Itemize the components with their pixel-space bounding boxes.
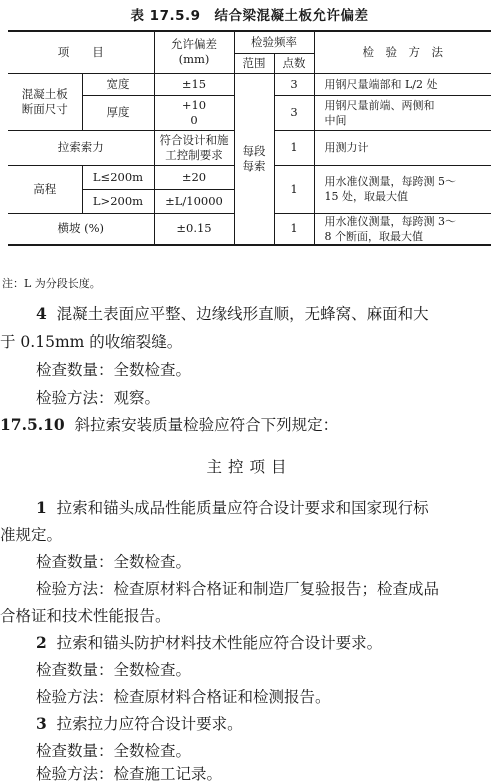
elevation-method xyxy=(314,165,491,213)
section-line2: 断面尺寸 xyxy=(21,101,68,116)
header-tolerance xyxy=(154,31,234,73)
item-3-line1 xyxy=(36,714,243,734)
cable-points: 1 xyxy=(274,130,314,165)
elevation-points: 1 xyxy=(274,165,314,213)
clause-text: 斜拉索安装质量检验应符合下列规定： xyxy=(74,416,339,434)
header-points: 点数 xyxy=(274,53,314,73)
paragraph-4-line1 xyxy=(36,304,429,324)
item-text: 拉索拉力应符合设计要求。 xyxy=(56,715,243,733)
cable-method: 用测力计 xyxy=(314,130,491,165)
section-size-label xyxy=(8,73,82,130)
header-tolerance-line2: (mm) xyxy=(178,52,210,67)
thickness-tolerance xyxy=(154,95,234,130)
item-number: 3 xyxy=(36,714,47,733)
item-3-method: 检验方法：检查施工记录。 xyxy=(36,765,223,783)
paragraph-4-line2: 于 0.15mm 的收缩裂缝。 xyxy=(0,333,183,351)
item-number: 1 xyxy=(36,498,47,517)
header-tolerance-line1: 允许偏差 xyxy=(171,37,217,52)
item-2-quantity: 检查数量：全数检查。 xyxy=(36,661,192,679)
thickness-label: 厚度 xyxy=(82,95,154,130)
elevation-method-line2: 15 处，取最大值 xyxy=(324,190,408,203)
width-label: 宽度 xyxy=(82,73,154,95)
item-3-quantity: 检查数量：全数检查。 xyxy=(36,742,192,760)
elevation-method-line1: 用水准仪测量，每跨测 5～ xyxy=(324,175,456,188)
header-range: 范围 xyxy=(234,53,274,73)
item-2-line1 xyxy=(36,633,382,653)
paragraph-text: 混凝土表面应平整、边缘线形直顺，无蜂窝、麻面和大 xyxy=(56,305,429,323)
thickness-method-line2: 中间 xyxy=(324,113,347,127)
item-text: 拉索和锚头成品性能质量应符合设计要求和国家现行标 xyxy=(56,499,429,517)
section-line1: 混凝土板 xyxy=(21,86,68,101)
elevation-tol1: ±20 xyxy=(154,165,234,189)
cable-tolerance xyxy=(154,130,234,165)
table-footnote: 注：L 为分段长度。 xyxy=(2,277,101,290)
item-text: 拉索和锚头防护材料技术性能应符合设计要求。 xyxy=(56,634,383,652)
thickness-points: 3 xyxy=(274,95,314,130)
table-caption: 表 17.5.9 结合梁混凝土板允许偏差 xyxy=(130,8,369,24)
crossfall-tolerance: ±0.15 xyxy=(154,213,234,245)
thickness-tol-upper: +10 xyxy=(181,97,207,112)
tolerance-table xyxy=(8,30,491,246)
cable-label: 拉索索力 xyxy=(8,130,154,165)
crossfall-method-line1: 用水准仪测量，每跨测 3～ xyxy=(324,214,456,228)
thickness-tol-lower: 0 xyxy=(190,112,198,127)
cable-tol-line1: 符合设计和施 xyxy=(159,132,229,147)
crossfall-points: 1 xyxy=(274,213,314,245)
clause-17-5-10 xyxy=(0,415,338,435)
table-row xyxy=(8,73,491,95)
width-points: 3 xyxy=(274,73,314,95)
thickness-method xyxy=(314,95,491,130)
paragraph-4-quantity: 检查数量：全数检查。 xyxy=(36,361,192,379)
crossfall-label: 横坡 (%) xyxy=(8,213,154,245)
header-frequency: 检验频率 xyxy=(234,31,314,53)
item-1-line2: 准规定。 xyxy=(0,526,63,544)
width-method: 用钢尺量端部和 L/2 处 xyxy=(314,73,491,95)
range-cell xyxy=(234,73,274,245)
elevation-cond2: L>200m xyxy=(82,189,154,213)
item-1-quantity: 检查数量：全数检查。 xyxy=(36,553,192,571)
header-item: 项 目 xyxy=(8,31,154,73)
crossfall-method xyxy=(314,213,491,245)
elevation-cond1: L≤200m xyxy=(82,165,154,189)
item-1-line1 xyxy=(36,498,429,518)
elevation-tol2: ±L/10000 xyxy=(154,189,234,213)
item-number: 2 xyxy=(36,633,47,652)
cable-tol-line2: 工控制要求 xyxy=(165,147,223,162)
clause-number: 17.5.10 xyxy=(0,415,65,434)
range-line1: 每段 xyxy=(242,143,266,158)
item-2-method: 检验方法：检查原材料合格证和检测报告。 xyxy=(36,688,331,706)
width-tolerance: ±15 xyxy=(154,73,234,95)
range-line2: 每索 xyxy=(242,158,266,173)
paragraph-4-method: 检验方法：观察。 xyxy=(36,389,161,407)
item-number: 4 xyxy=(36,304,47,323)
item-1-method-line2: 合格证和技术性能报告。 xyxy=(0,607,171,625)
thickness-method-line1: 用钢尺量前端、两侧和 xyxy=(324,98,435,112)
crossfall-method-line2: 8 个断面，取最大值 xyxy=(324,229,423,243)
section-heading: 主控项目 xyxy=(206,458,293,476)
elevation-label: 高程 xyxy=(8,165,82,213)
header-method: 检 验 方 法 xyxy=(314,31,491,73)
item-1-method-line1: 检验方法：检查原材料合格证和制造厂复验报告；检查成品 xyxy=(36,580,440,598)
